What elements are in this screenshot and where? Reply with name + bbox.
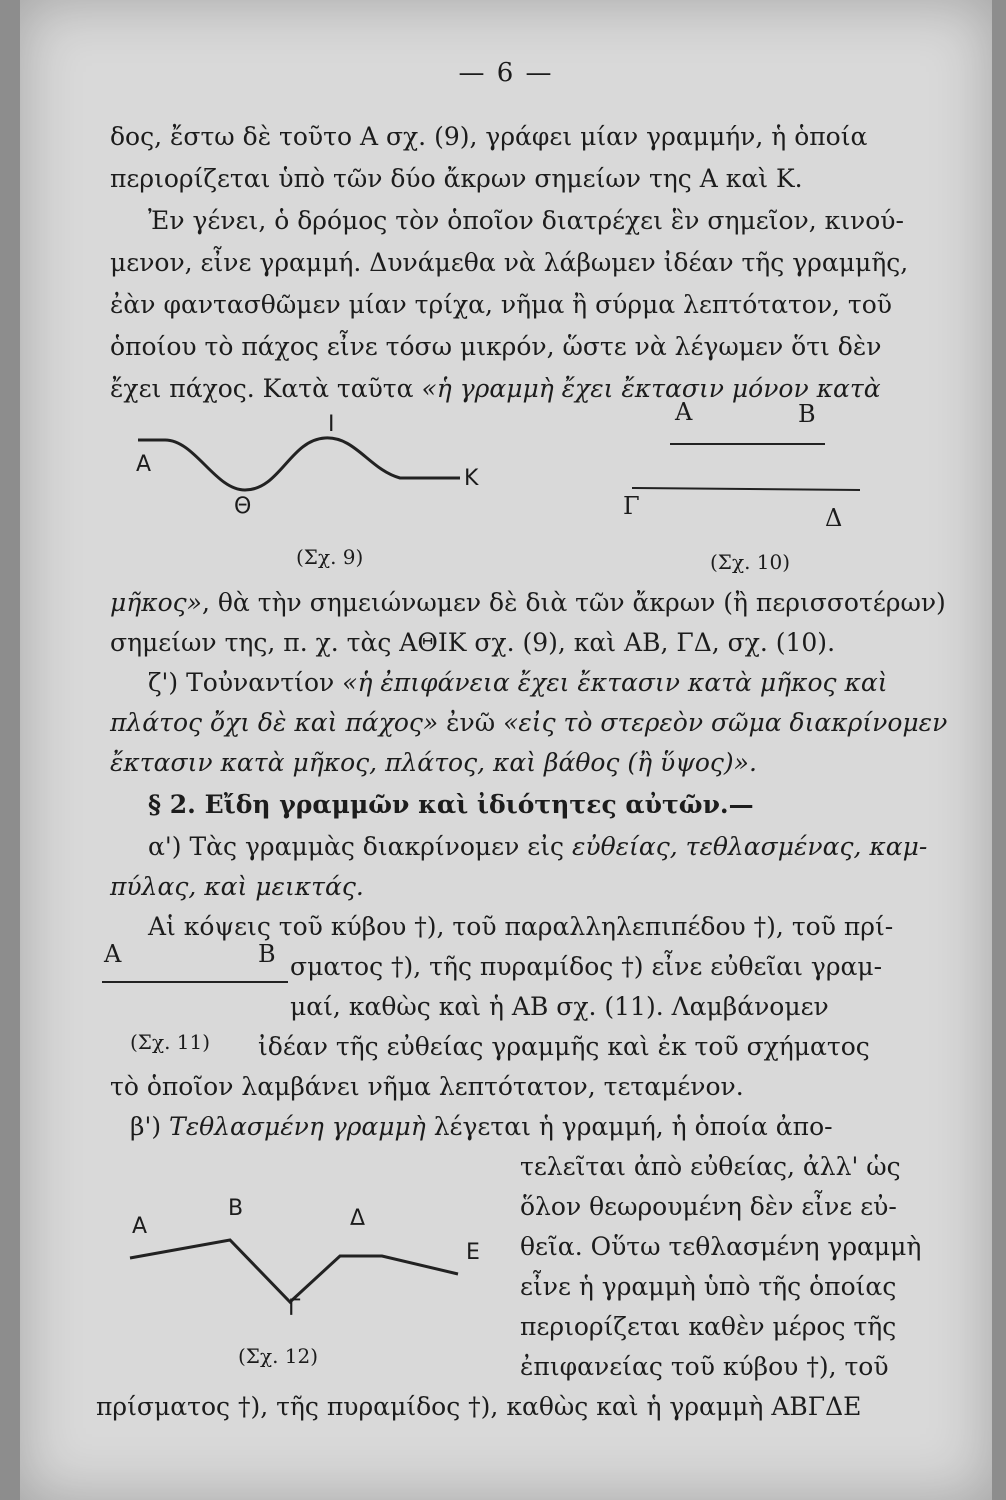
text-line: σημείων της, π. χ. τὰς ΑΘΙΚ σχ. (9), καὶ ΑΒ, ΓΔ, σχ. (10).: [110, 628, 836, 657]
italic-definition: «ἡ γραμμὴ ἔχει ἔκτασιν μόνον κατὰ: [421, 374, 881, 403]
fig10-label-d: Δ: [825, 504, 843, 532]
text-line: [148, 832, 927, 862]
fig10-label-a: Α: [675, 398, 693, 426]
figure-10-segments: [620, 430, 890, 500]
text-line: [110, 588, 946, 618]
fig12-label-d: Δ: [350, 1206, 366, 1231]
text-line: πύλας, καὶ μεικτάς.: [110, 872, 364, 901]
text-line: [148, 668, 888, 698]
text-line: [110, 708, 947, 738]
fig10-label-g: Γ: [623, 492, 640, 520]
fig9-label-i: I: [328, 412, 335, 437]
text-line: Αἱ κόψεις τοῦ κύβου †), τοῦ παραλληλεπιπέδου †), τοῦ πρί-: [148, 912, 894, 941]
text-line: θεῖα. Οὕτω τεθλασμένη γραμμὴ: [520, 1232, 922, 1261]
text-line: περιορίζεται ὑπὸ τῶν δύο ἄκρων σημείων της Α καὶ Κ.: [110, 164, 803, 193]
italic-definition: Τεθλασμένη γραμμὴ: [169, 1112, 426, 1141]
fig9-label-a: A: [136, 452, 152, 477]
italic-definition: «ἡ ἐπιφάνεια ἔχει ἔκτασιν κατὰ μῆκος καὶ: [342, 668, 888, 697]
fig9-caption: (Σχ. 9): [296, 545, 364, 569]
text-line: ἔκτασιν κατὰ μῆκος, πλάτος, καὶ βάθος (ἢ ὕψος)».: [110, 748, 757, 777]
text-line: ὅλον θεωρουμένη δὲν εἶνε εὐ-: [520, 1192, 897, 1221]
text-line: πρίσματος †), τῆς πυραμίδος †), καθὼς καὶ ἡ γραμμὴ ΑΒΓΔΕ: [96, 1392, 862, 1421]
text-line: Ἐν γένει, ὁ δρόμος τὸν ὁποῖον διατρέχει ἓν σημεῖον, κινού-: [148, 206, 904, 235]
fig12-label-a: A: [132, 1214, 148, 1239]
italic-definition: εὐθείας, τεθλασμένας, καμ-: [571, 832, 928, 861]
text-line: ἐπιφανείας τοῦ κύβου †), τοῦ: [520, 1352, 889, 1381]
text-span: ἔχει πάχος. Κατὰ ταῦτα: [110, 374, 422, 403]
text-line: [110, 374, 881, 404]
text-line: τελεῖται ἀπὸ εὐθείας, ἀλλ' ὡς: [520, 1152, 901, 1181]
italic-definition: «εἰς τὸ στερεὸν σῶμα διακρίνομεν: [503, 708, 948, 737]
text-line: σματος †), τῆς πυραμίδος †) εἶνε εὐθεῖαι γραμ-: [290, 952, 883, 981]
text-line: τὸ ὁποῖον λαμβάνει νῆμα λεπτότατον, τεταμένον.: [110, 1072, 744, 1101]
fig10-caption: (Σχ. 10): [710, 550, 791, 574]
text-line: μενον, εἶνε γραμμή. Δυνάμεθα νὰ λάβωμεν ἰδέαν τῆς γραμμῆς,: [110, 248, 909, 277]
figure-9-wavy-line: [120, 410, 500, 550]
text-line: ἰδέαν τῆς εὐθείας γραμμῆς καὶ ἐκ τοῦ σχήματος: [258, 1032, 870, 1061]
text-line: δος, ἔστω δὲ τοῦτο Α σχ. (9), γράφει μίαν γραμμήν, ἡ ὁποία: [110, 122, 868, 151]
fig10-label-b: Β: [798, 400, 816, 428]
text-line: ὁποίου τὸ πάχος εἶνε τόσω μικρόν, ὥστε νὰ λέγωμεν ὅτι δὲν: [110, 332, 882, 361]
text-span: ζ') Τοὐναντίον: [148, 668, 343, 697]
fig11-label-b: B: [258, 940, 276, 968]
text-span: ἐνῶ: [438, 708, 504, 737]
text-line: ἐὰν φαντασθῶμεν μίαν τρίχα, νῆμα ἢ σύρμα λεπτότατον, τοῦ: [110, 290, 893, 319]
page-number: — 6 —: [458, 58, 554, 88]
text-span: β'): [130, 1112, 170, 1141]
fig12-label-e: E: [466, 1240, 480, 1265]
figure-11-straight-line: [102, 980, 292, 986]
text-line: μαί, καθὼς καὶ ἡ ΑΒ σχ. (11). Λαμβάνομεν: [290, 992, 829, 1021]
italic-definition: πλάτος ὄχι δὲ καὶ πάχος»: [110, 708, 439, 737]
fig12-label-b: B: [228, 1196, 244, 1221]
book-page: [20, 0, 992, 1500]
figure-12-broken-line: [120, 1230, 520, 1350]
fig9-label-k: K: [464, 466, 479, 491]
fig11-label-a: A: [104, 940, 122, 968]
section-heading: § 2. Εἴδη γραμμῶν καὶ ἰδιότητες αὐτῶν.—: [148, 790, 754, 819]
text-line: εἶνε ἡ γραμμὴ ὑπὸ τῆς ὁποίας: [520, 1272, 897, 1301]
text-span: , θὰ τὴν σημειώνωμεν δὲ διὰ τῶν ἄκρων (ἢ περισσοτέρων): [201, 588, 946, 617]
fig12-caption: (Σχ. 12): [238, 1344, 319, 1368]
fig11-caption: (Σχ. 11): [130, 1030, 211, 1054]
fig12-label-g: Γ: [288, 1296, 301, 1321]
text-span: λέγεται ἡ γραμμή, ἡ ὁποία ἀπο-: [425, 1112, 833, 1141]
text-line: περιορίζεται καθὲν μέρος τῆς: [520, 1312, 897, 1341]
italic-definition: μῆκος»: [110, 588, 202, 617]
text-line: [130, 1112, 833, 1142]
text-span: α') Τὰς γραμμὰς διακρίνομεν εἰς: [148, 832, 572, 861]
fig9-label-theta: Θ: [234, 494, 252, 519]
